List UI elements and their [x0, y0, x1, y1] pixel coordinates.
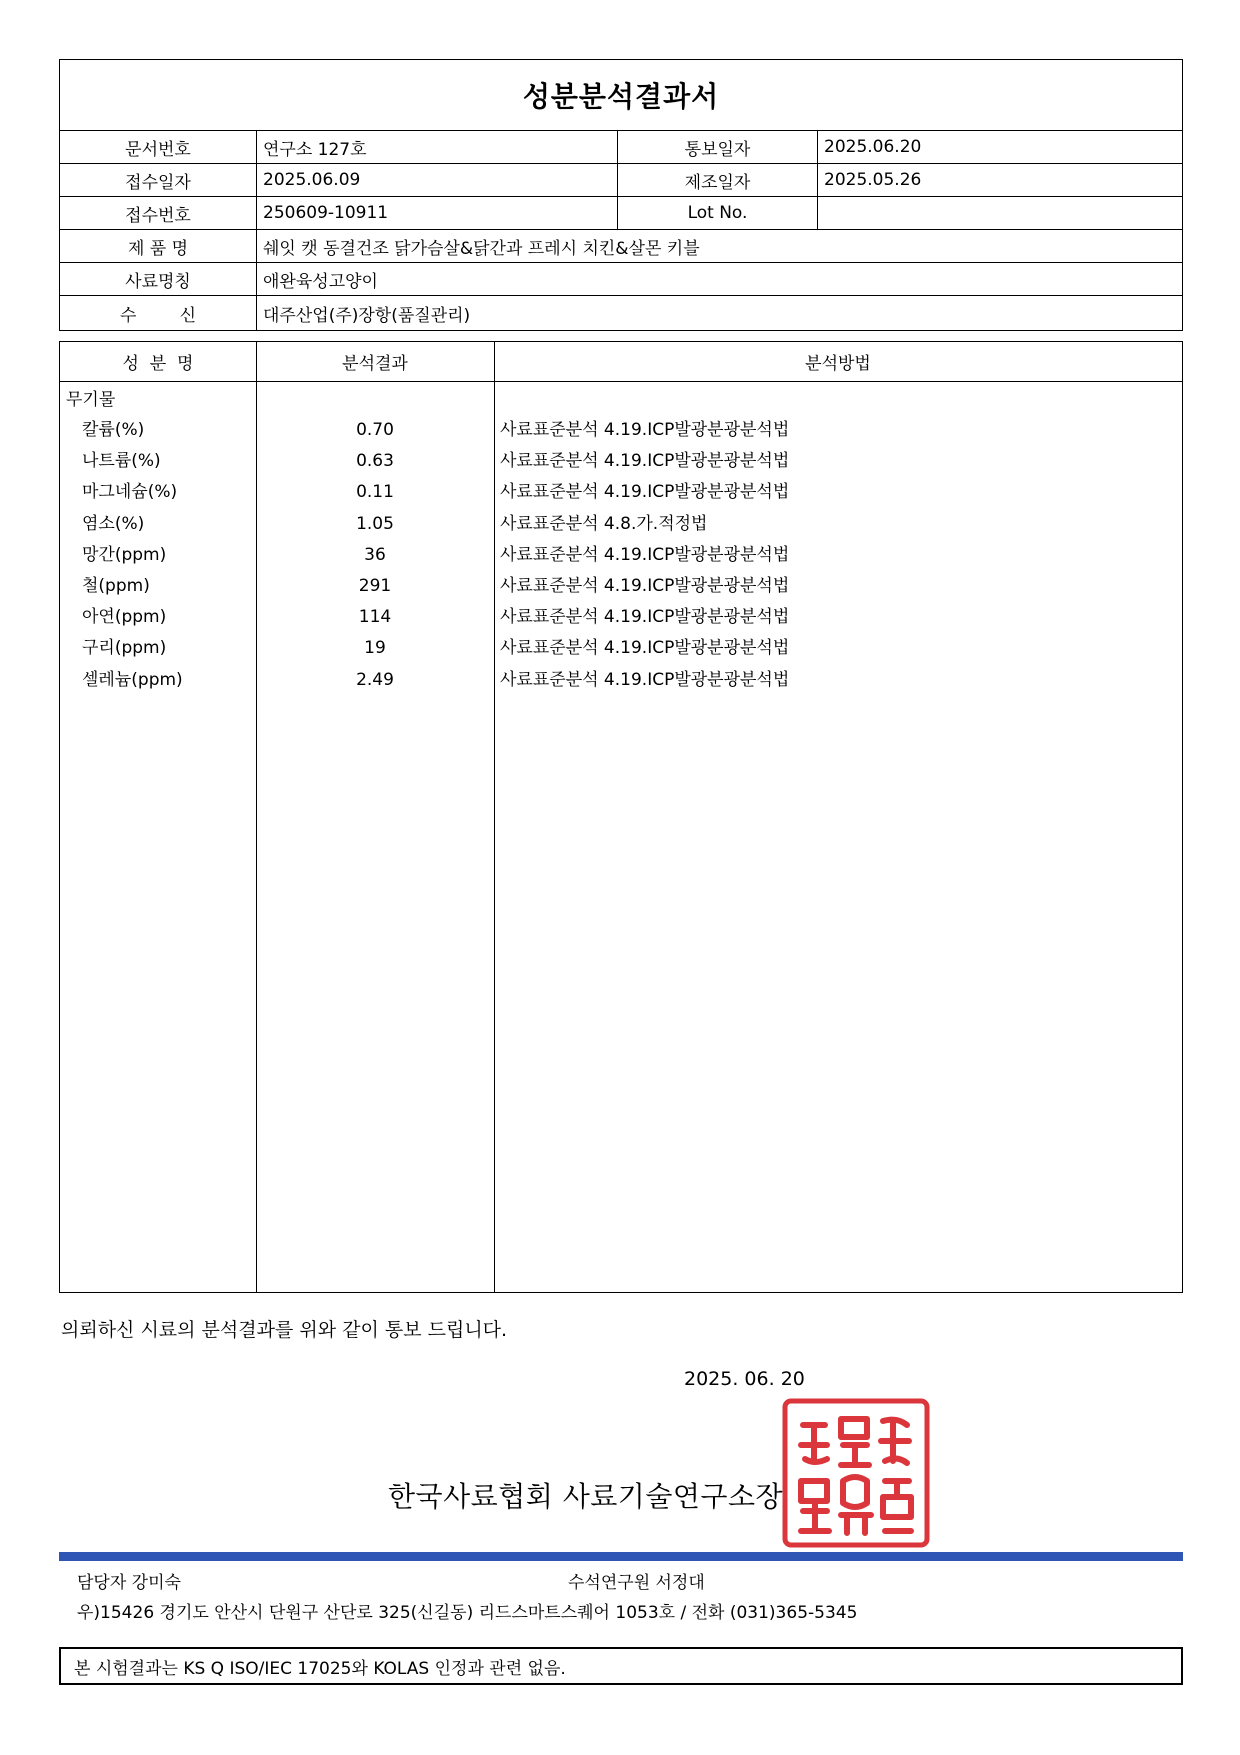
- component-result-value: 0.63: [356, 451, 394, 472]
- notice-date-label: 통보일자: [617, 131, 817, 163]
- product-name-label: 제 품 명: [127, 238, 189, 259]
- component-result-value: 114: [358, 607, 392, 628]
- analysis-results-table: [59, 341, 1183, 1293]
- component-name: 셀레늄(ppm): [82, 669, 183, 690]
- header-row-feed-name: [60, 263, 1182, 296]
- component-result-value: 2.49: [356, 669, 394, 690]
- header-row-receipt-number: [60, 197, 1182, 230]
- notice-date-value: 2025.06.20: [817, 131, 1182, 163]
- header-row-product: [60, 230, 1182, 263]
- analysis-method: 사료표준분석 4.19.ICP발광분광분석법: [500, 420, 790, 440]
- receipt-number-value: 250609-10911: [256, 197, 617, 229]
- issuer-name: 한국사료협회 사료기술연구소장: [388, 1480, 784, 1513]
- recipient-value: 대주산업(주)장항(품질관리): [256, 296, 1182, 330]
- manufacture-date-value: 2025.05.26: [817, 164, 1182, 196]
- product-name-value: 쉐잇 캣 동결건조 닭가슴살&닭간과 프레시 치킨&살몬 키블: [256, 230, 1182, 262]
- doc-number-label: 문서번호: [125, 139, 191, 160]
- disclaimer-text: 본 시험결과는 KS Q ISO/IEC 17025와 KOLAS 인정과 관련 없음.: [74, 1658, 566, 1679]
- document-header-box: [59, 59, 1183, 331]
- analysis-method: 사료표준분석 4.19.ICP발광분광분석법: [500, 482, 790, 503]
- disclaimer-box: [59, 1647, 1183, 1685]
- component-name: 칼륨(%): [82, 420, 145, 440]
- receipt-number-label: 접수번호: [125, 205, 191, 226]
- column-divider: [494, 342, 495, 1292]
- official-seal-stamp: [781, 1397, 931, 1549]
- component-result-value: 1.05: [356, 513, 394, 534]
- analysis-table-header: [60, 342, 1182, 382]
- feed-name-label: 사료명칭: [125, 271, 191, 292]
- footer-accent-rule: [59, 1552, 1183, 1561]
- component-name: 아연(ppm): [82, 607, 167, 628]
- component-result-value: 0.11: [356, 482, 394, 503]
- header-row-doc-number: [60, 131, 1182, 164]
- receipt-date-value: 2025.06.09: [256, 164, 617, 196]
- component-result-value: 0.70: [356, 420, 394, 440]
- doc-number-value: 연구소 127호: [256, 131, 617, 163]
- column-header-method: 분석방법: [805, 354, 871, 374]
- header-row-receipt-date: [60, 164, 1182, 197]
- analysis-method: 사료표준분석 4.19.ICP발광분광분석법: [500, 638, 790, 659]
- analysis-method: 사료표준분석 4.19.ICP발광분광분석법: [500, 544, 790, 565]
- header-row-recipient: [60, 296, 1182, 330]
- lot-number-label: Lot No.: [617, 197, 817, 229]
- receipt-date-label: 접수일자: [125, 172, 191, 193]
- component-name: 염소(%): [82, 513, 145, 534]
- column-header-result: 분석결과: [342, 354, 408, 374]
- contact-person: 담당자 강미숙: [77, 1573, 181, 1593]
- issue-date: 2025. 06. 20: [684, 1368, 805, 1390]
- component-result-value: 19: [364, 638, 386, 659]
- analysis-method: 사료표준분석 4.8.가.적정법: [500, 513, 708, 534]
- analysis-method: 사료표준분석 4.19.ICP발광분광분석법: [500, 669, 790, 690]
- address-line: 우)15426 경기도 안산시 단원구 산단로 325(신길동) 리드스마트스퀘어 1053호 / 전화 (031)365-5345: [77, 1603, 858, 1623]
- component-result-value: 291: [358, 576, 392, 596]
- analysis-method: 사료표준분석 4.19.ICP발광분광분석법: [500, 576, 790, 596]
- chief-researcher: 수석연구원 서정대: [568, 1573, 705, 1593]
- component-name: 구리(ppm): [82, 638, 167, 659]
- component-name: 마그네슘(%): [82, 482, 178, 503]
- column-header-component: 성 분 명: [122, 354, 194, 374]
- document-title: 성분분석결과서: [60, 60, 1182, 131]
- component-group-label: 무기물: [66, 390, 116, 410]
- component-name: 나트륨(%): [82, 451, 161, 472]
- manufacture-date-label: 제조일자: [617, 164, 817, 196]
- recipient-label: 수 신: [119, 305, 197, 326]
- notice-text: 의뢰하신 시료의 분석결과를 위와 같이 통보 드립니다.: [61, 1319, 508, 1341]
- analysis-method: 사료표준분석 4.19.ICP발광분광분석법: [500, 607, 790, 628]
- component-result-value: 36: [364, 544, 386, 565]
- lot-number-value: [817, 197, 1182, 229]
- component-name: 철(ppm): [82, 576, 150, 596]
- feed-name-value: 애완육성고양이: [256, 263, 1182, 295]
- component-name: 망간(ppm): [82, 544, 167, 565]
- analysis-method: 사료표준분석 4.19.ICP발광분광분석법: [500, 451, 790, 472]
